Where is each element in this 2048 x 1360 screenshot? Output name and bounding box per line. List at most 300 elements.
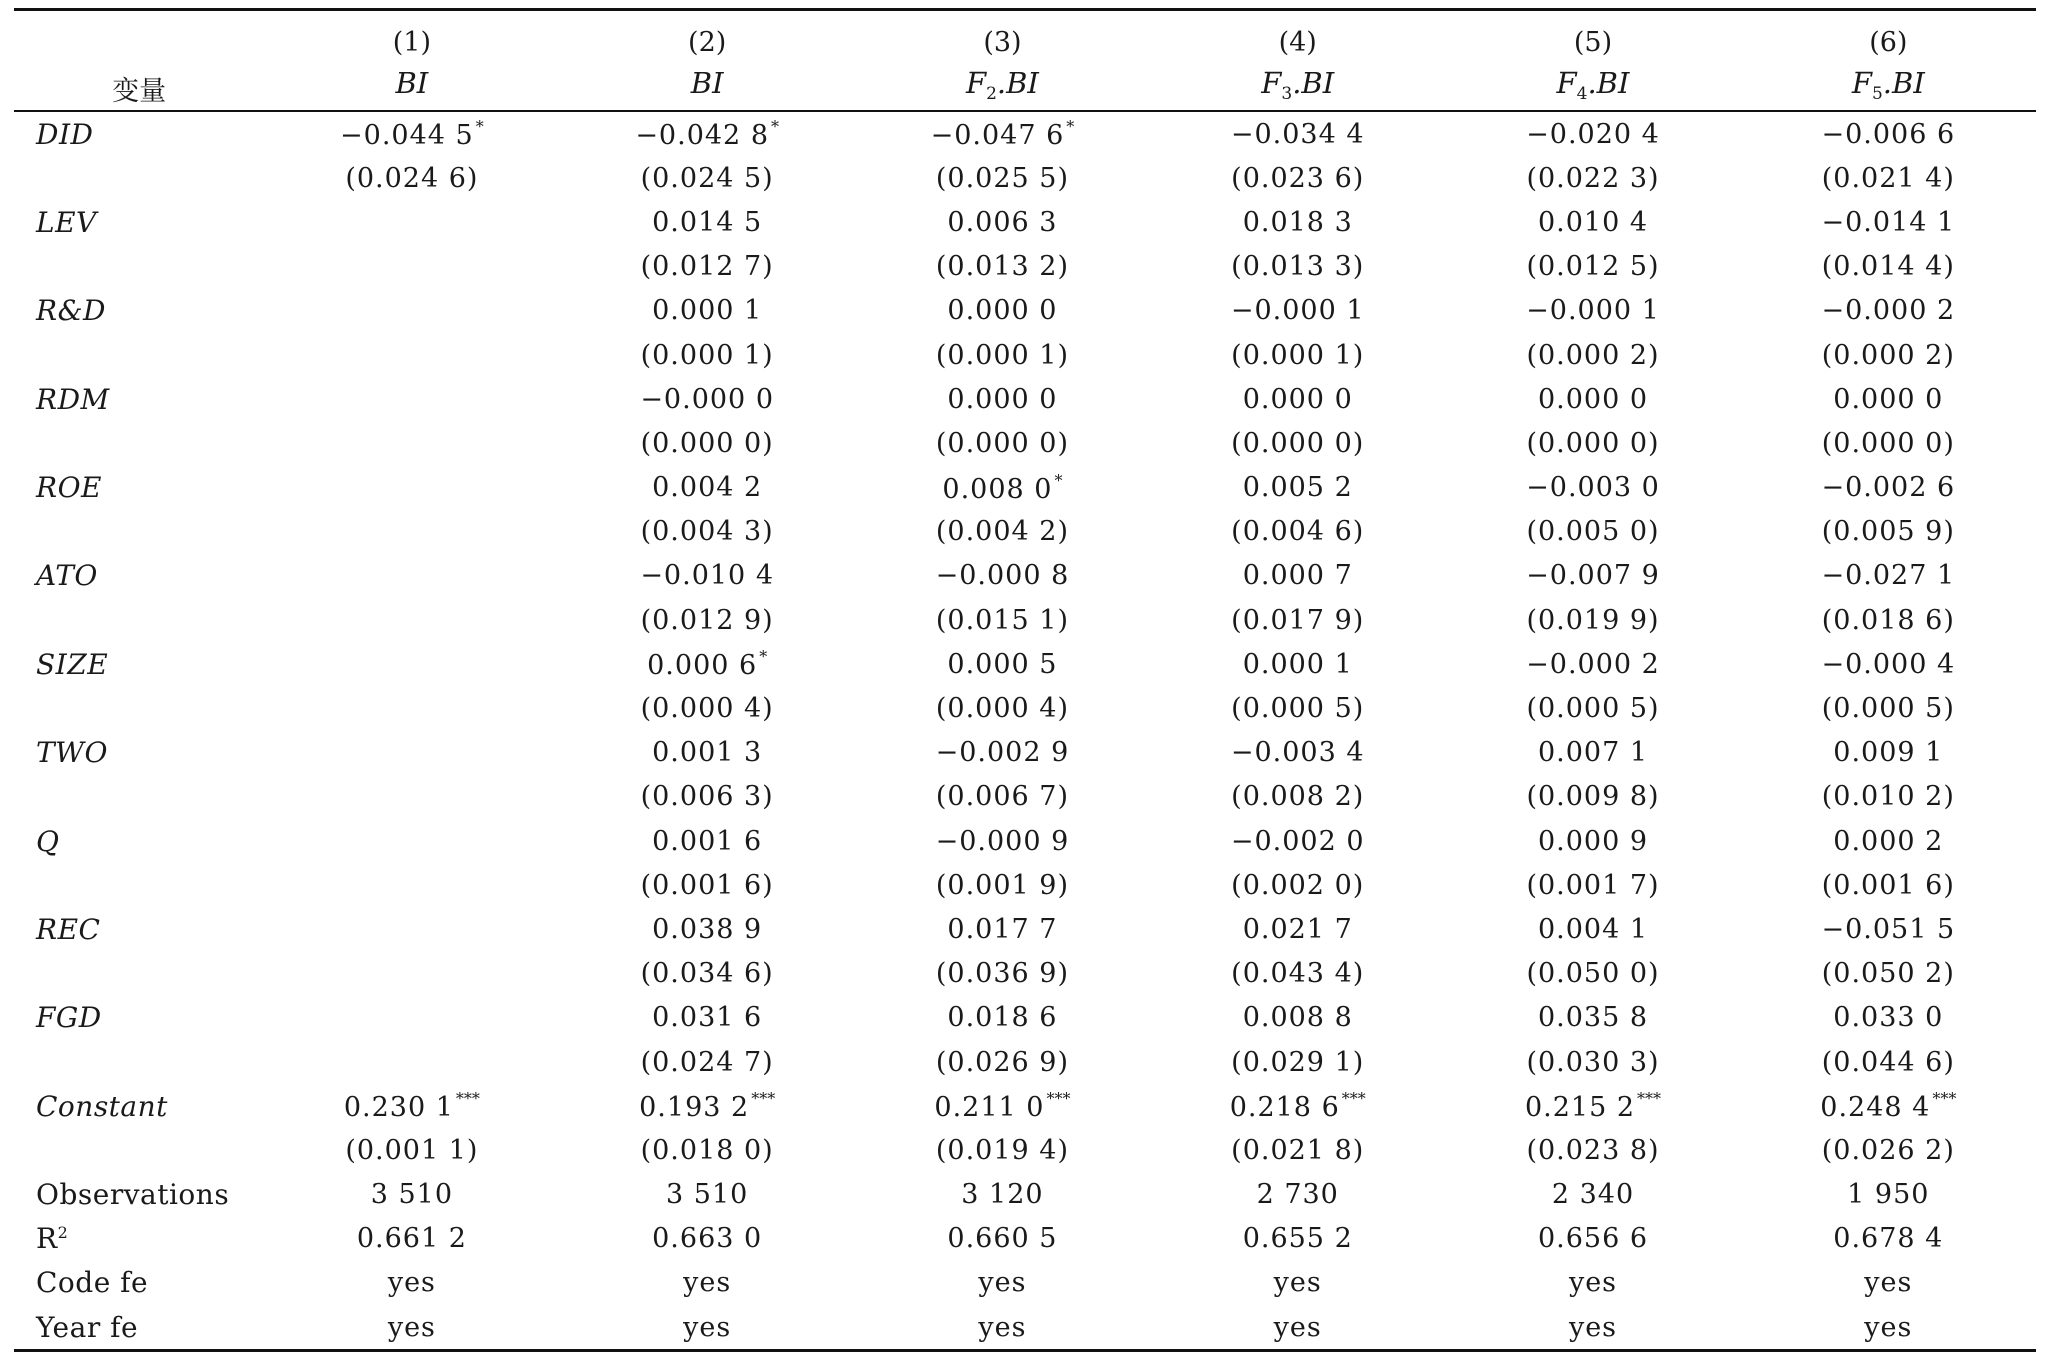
cell-value: 0.018 3	[1242, 206, 1353, 238]
row-label-text: R&D	[36, 294, 106, 328]
table-row	[14, 200, 2036, 244]
table-cell	[1741, 466, 2036, 510]
significance-stars: *	[1066, 117, 1075, 137]
table-cell	[560, 907, 855, 951]
row-label	[14, 863, 264, 907]
table-row	[14, 996, 2036, 1040]
table-cell	[855, 731, 1150, 775]
table-cell	[560, 996, 855, 1040]
row-label-text: Observations	[36, 1178, 230, 1212]
table-cell	[1445, 554, 1740, 598]
cell-value: −0.027 1	[1821, 560, 1956, 592]
row-label-text: REC	[36, 912, 101, 946]
table-row	[14, 1040, 2036, 1084]
cell-value: (0.000 1)	[935, 339, 1069, 371]
significance-stars: *	[1054, 470, 1063, 490]
cell-value: (0.050 2)	[1821, 958, 1955, 990]
table-cell	[560, 466, 855, 510]
table-cell	[1445, 1217, 1740, 1261]
table-cell	[855, 996, 1150, 1040]
table-cell	[855, 819, 1150, 863]
cell-value: (0.000 5)	[1526, 693, 1660, 725]
table-cell	[855, 642, 1150, 686]
cell-value: 0.000 9	[1537, 825, 1649, 857]
dep-prefix: F	[1851, 66, 1872, 100]
cell-value: (0.036 9)	[935, 958, 1069, 990]
table-cell	[855, 1173, 1150, 1217]
table-cell	[264, 907, 559, 951]
cell-value: yes	[978, 1311, 1027, 1343]
table-cell	[560, 598, 855, 642]
table-cell	[264, 952, 559, 996]
table-cell	[1445, 996, 1740, 1040]
table-cell	[855, 510, 1150, 554]
table-row	[14, 554, 2036, 598]
table-cell	[264, 863, 559, 907]
table-cell	[560, 819, 855, 863]
cell-value: (0.012 5)	[1526, 251, 1660, 283]
cell-value: (0.013 3)	[1231, 251, 1365, 283]
cell-value: (0.001 1)	[345, 1134, 479, 1166]
row-label	[14, 907, 264, 951]
table-cell	[264, 642, 559, 686]
cell-value: 0.000 2	[1833, 825, 1944, 857]
cell-value: −0.003 4	[1230, 737, 1365, 769]
cell-value: 0.004 1	[1537, 913, 1649, 945]
column-number: (1)	[264, 10, 559, 61]
cell-value: 0.021 7	[1242, 913, 1353, 945]
row-label-text: DID	[36, 117, 94, 151]
cell-value: 0.008 8	[1242, 1002, 1353, 1034]
table-cell	[264, 156, 559, 200]
cell-value: −0.051 5	[1821, 913, 1956, 945]
table-cell	[855, 1305, 1150, 1351]
dep-prefix: F	[1556, 66, 1577, 100]
row-label	[14, 598, 264, 642]
table-cell	[1445, 952, 1740, 996]
table-cell	[1445, 731, 1740, 775]
cell-value: −0.002 9	[935, 737, 1070, 769]
cell-value: (0.015 1)	[935, 604, 1069, 636]
dep-name: .BI	[1882, 66, 1925, 100]
cell-value: 0.005 2	[1242, 472, 1353, 504]
cell-value: (0.004 6)	[1231, 516, 1365, 548]
table-cell	[1150, 421, 1445, 465]
cell-value: 0.663 0	[652, 1223, 763, 1255]
table-row	[14, 510, 2036, 554]
row-label	[14, 996, 264, 1040]
table-cell	[855, 333, 1150, 377]
cell-value: (0.000 0)	[1526, 427, 1660, 459]
table-cell	[264, 686, 559, 730]
row-label-text: SIZE	[36, 647, 109, 681]
table-cell	[855, 289, 1150, 333]
regression-table-container	[14, 8, 2036, 1352]
column-number: (5)	[1445, 10, 1740, 61]
significance-stars: *	[475, 117, 484, 137]
table-cell	[1445, 1261, 1740, 1305]
table-cell	[560, 111, 855, 156]
cell-value: (0.034 6)	[640, 958, 774, 990]
table-cell	[264, 1084, 559, 1128]
cell-value: (0.000 1)	[640, 339, 774, 371]
row-label	[14, 466, 264, 510]
table-cell	[1445, 686, 1740, 730]
table-cell	[1150, 1173, 1445, 1217]
cell-value: (0.000 0)	[1231, 427, 1365, 459]
table-cell	[1445, 333, 1740, 377]
cell-value: (0.000 1)	[1231, 339, 1365, 371]
table-cell	[560, 1305, 855, 1351]
table-cell	[1445, 111, 1740, 156]
table-cell	[560, 952, 855, 996]
cell-value: 3 510	[370, 1179, 454, 1211]
column-number: (2)	[560, 10, 855, 61]
table-row	[14, 156, 2036, 200]
table-cell	[855, 554, 1150, 598]
cell-value: (0.005 9)	[1821, 516, 1955, 548]
cell-value: 0.656 6	[1537, 1223, 1649, 1255]
cell-value: (0.024 5)	[640, 162, 774, 194]
cell-value: (0.006 3)	[640, 781, 774, 813]
table-cell	[855, 421, 1150, 465]
cell-value: −0.000 9	[935, 825, 1070, 857]
cell-value: −0.000 0	[640, 383, 774, 415]
table-cell	[1741, 333, 2036, 377]
cell-value: −0.034 4	[1230, 118, 1365, 150]
row-label-text: Code fe	[36, 1266, 149, 1300]
row-label	[14, 200, 264, 244]
table-cell	[560, 1261, 855, 1305]
cell-value: (0.018 6)	[1821, 604, 1955, 636]
table-cell	[1741, 1261, 2036, 1305]
row-label-text: Constant	[36, 1089, 168, 1123]
table-cell	[560, 686, 855, 730]
table-row	[14, 863, 2036, 907]
cell-value: yes	[978, 1267, 1027, 1299]
table-cell	[855, 1217, 1150, 1261]
cell-value: −0.000 8	[935, 560, 1070, 592]
cell-value: −0.002 0	[1230, 825, 1365, 857]
cell-value: (0.026 2)	[1821, 1134, 1955, 1166]
table-cell	[1741, 554, 2036, 598]
table-cell	[1741, 510, 2036, 554]
row-label-text: TWO	[36, 736, 108, 770]
cell-value: 0.033 0	[1833, 1002, 1944, 1034]
row-label-text: LEV	[36, 205, 97, 239]
row-label-text: FGD	[36, 1001, 102, 1035]
cell-value: (0.000 2)	[1526, 339, 1660, 371]
cell-value: 0.010 4	[1537, 206, 1649, 238]
row-label	[14, 333, 264, 377]
table-cell	[1150, 819, 1445, 863]
row-label	[14, 156, 264, 200]
cell-value: (0.021 4)	[1821, 162, 1955, 194]
table-cell	[1150, 510, 1445, 554]
cell-value: −0.000 2	[1821, 295, 1956, 327]
table-cell	[1741, 1217, 2036, 1261]
dependent-variable-header	[264, 60, 559, 111]
table-cell	[1445, 1128, 1740, 1172]
cell-value: (0.023 8)	[1526, 1134, 1660, 1166]
table-header	[14, 10, 2036, 112]
table-cell	[1150, 111, 1445, 156]
cell-value: −0.000 4	[1821, 648, 1956, 680]
header-row-dependent-variables	[14, 60, 2036, 111]
cell-value: (0.000 0)	[640, 427, 774, 459]
row-label	[14, 1261, 264, 1305]
table-cell	[855, 686, 1150, 730]
column-number: (6)	[1741, 10, 2036, 61]
table-cell	[855, 1040, 1150, 1084]
cell-value: 0.008 0	[942, 473, 1053, 505]
row-label	[14, 554, 264, 598]
cell-value: (0.044 6)	[1821, 1046, 1955, 1078]
cell-value: yes	[387, 1311, 436, 1343]
cell-value: −0.042 8	[635, 120, 769, 152]
cell-value: 0.031 6	[652, 1002, 763, 1034]
table-cell	[855, 377, 1150, 421]
table-cell	[1445, 907, 1740, 951]
table-cell	[855, 907, 1150, 951]
cell-value: yes	[1568, 1267, 1618, 1299]
table-cell	[264, 421, 559, 465]
row-label	[14, 1173, 264, 1217]
cell-value: (0.001 6)	[640, 869, 774, 901]
cell-value: (0.000 4)	[640, 693, 774, 725]
table-cell	[264, 1040, 559, 1084]
dep-name: .BI	[996, 66, 1039, 100]
table-row	[14, 1305, 2036, 1351]
cell-value: 0.000 1	[652, 295, 763, 327]
dep-name: BI	[395, 66, 429, 100]
cell-value: 0.661 2	[356, 1223, 467, 1255]
table-cell	[1445, 642, 1740, 686]
table-cell	[1150, 1128, 1445, 1172]
table-cell	[1741, 156, 2036, 200]
table-cell	[1445, 510, 1740, 554]
table-cell	[264, 1261, 559, 1305]
table-cell	[560, 377, 855, 421]
row-label-text: ROE	[36, 471, 102, 505]
cell-value: 3 120	[961, 1179, 1044, 1211]
table-cell	[1445, 819, 1740, 863]
cell-value: yes	[387, 1267, 436, 1299]
table-row	[14, 598, 2036, 642]
cell-value: (0.012 9)	[640, 604, 774, 636]
table-cell	[1445, 1084, 1740, 1128]
variable-header: 变量	[14, 10, 264, 112]
table-cell	[1741, 863, 2036, 907]
table-cell	[560, 245, 855, 289]
row-label	[14, 1305, 264, 1351]
table-cell	[855, 111, 1150, 156]
cell-value: (0.024 6)	[345, 162, 479, 194]
cell-value: −0.006 6	[1821, 118, 1956, 150]
dependent-variable-header	[855, 60, 1150, 111]
cell-value: (0.021 8)	[1231, 1134, 1365, 1166]
cell-value: (0.004 2)	[935, 516, 1069, 548]
cell-value: 0.004 2	[652, 472, 763, 504]
cell-value: (0.022 3)	[1526, 162, 1660, 194]
table-cell	[1150, 156, 1445, 200]
table-row	[14, 1217, 2036, 1261]
cell-value: yes	[1273, 1311, 1322, 1343]
table-cell	[1445, 245, 1740, 289]
dep-subscript: 4	[1576, 84, 1588, 104]
cell-value: −0.002 6	[1821, 472, 1956, 504]
table-cell	[1150, 200, 1445, 244]
table-cell	[560, 863, 855, 907]
cell-value: (0.000 4)	[935, 693, 1069, 725]
cell-value: 0.211 0	[934, 1092, 1045, 1124]
significance-stars: *	[759, 647, 768, 667]
row-label-text: Q	[36, 824, 60, 858]
row-label	[14, 952, 264, 996]
table-cell	[1741, 598, 2036, 642]
cell-value: (0.019 9)	[1526, 604, 1660, 636]
cell-value: (0.001 7)	[1526, 869, 1660, 901]
table-cell	[264, 510, 559, 554]
table-cell	[264, 245, 559, 289]
dep-subscript: 3	[1281, 84, 1293, 104]
table-cell	[1150, 466, 1445, 510]
table-cell	[1445, 377, 1740, 421]
dependent-variable-header	[1741, 60, 2036, 111]
table-cell	[264, 1217, 559, 1261]
significance-stars: *	[771, 117, 779, 137]
cell-value: −0.020 4	[1526, 118, 1660, 150]
cell-value: (0.024 7)	[640, 1046, 774, 1078]
table-row	[14, 731, 2036, 775]
cell-value: (0.008 2)	[1231, 781, 1365, 813]
table-cell	[1445, 775, 1740, 819]
row-label-superscript: 2	[57, 1223, 69, 1243]
cell-value: 0.014 5	[652, 206, 763, 238]
cell-value: (0.013 2)	[935, 251, 1069, 283]
cell-value: 2 340	[1551, 1179, 1635, 1211]
table-cell	[264, 996, 559, 1040]
row-label	[14, 1217, 264, 1261]
table-row	[14, 775, 2036, 819]
table-cell	[1150, 1084, 1445, 1128]
table-cell	[560, 1173, 855, 1217]
cell-value: (0.006 7)	[935, 781, 1069, 813]
cell-value: 0.218 6	[1229, 1092, 1340, 1124]
cell-value: (0.029 1)	[1231, 1046, 1365, 1078]
table-cell	[560, 642, 855, 686]
table-cell	[1741, 377, 2036, 421]
cell-value: −0.000 2	[1526, 648, 1660, 680]
cell-value: (0.000 0)	[935, 427, 1069, 459]
cell-value: 0.000 7	[1242, 560, 1353, 592]
dep-name: BI	[690, 66, 724, 100]
table-cell	[1741, 245, 2036, 289]
cell-value: 0.000 1	[1242, 648, 1353, 680]
table-cell	[1741, 819, 2036, 863]
table-cell	[1741, 1128, 2036, 1172]
table-cell	[1150, 686, 1445, 730]
table-cell	[1741, 111, 2036, 156]
row-label	[14, 1084, 264, 1128]
table-cell	[560, 1084, 855, 1128]
cell-value: 0.035 8	[1537, 1002, 1649, 1034]
cell-value: 0.000 0	[1537, 383, 1649, 415]
row-label	[14, 111, 264, 156]
cell-value: 0.000 5	[947, 648, 1058, 680]
table-cell	[560, 554, 855, 598]
cell-value: 0.230 1	[343, 1092, 454, 1124]
table-cell	[1150, 289, 1445, 333]
table-cell	[1150, 377, 1445, 421]
cell-value: −0.047 6	[930, 120, 1065, 152]
table-cell	[1741, 1173, 2036, 1217]
table-cell	[560, 200, 855, 244]
cell-value: 1 950	[1847, 1179, 1930, 1211]
table-cell	[560, 1040, 855, 1084]
table-cell	[1741, 642, 2036, 686]
cell-value: −0.044 5	[340, 120, 474, 152]
table-cell	[1741, 1305, 2036, 1351]
table-cell	[264, 466, 559, 510]
table-cell	[855, 598, 1150, 642]
table-cell	[264, 1173, 559, 1217]
table-row	[14, 952, 2036, 996]
table-cell	[1741, 289, 2036, 333]
cell-value: (0.030 3)	[1526, 1046, 1660, 1078]
cell-value: (0.023 6)	[1231, 162, 1365, 194]
table-cell	[1445, 1173, 1740, 1217]
table-cell	[1445, 421, 1740, 465]
significance-stars: ***	[1637, 1089, 1662, 1109]
cell-value: (0.043 4)	[1231, 958, 1365, 990]
table-cell	[560, 775, 855, 819]
table-cell	[1741, 686, 2036, 730]
table-cell	[1445, 863, 1740, 907]
table-cell	[1445, 1040, 1740, 1084]
row-label	[14, 510, 264, 554]
row-label	[14, 731, 264, 775]
table-cell	[855, 245, 1150, 289]
cell-value: −0.003 0	[1526, 472, 1660, 504]
cell-value: (0.004 3)	[640, 516, 774, 548]
cell-value: −0.014 1	[1821, 206, 1956, 238]
cell-value: 0.000 0	[1242, 383, 1353, 415]
cell-value: 2 730	[1256, 1179, 1339, 1211]
cell-value: yes	[1864, 1267, 1913, 1299]
table-cell	[560, 333, 855, 377]
table-cell	[264, 731, 559, 775]
table-cell	[1445, 1305, 1740, 1351]
table-cell	[1445, 598, 1740, 642]
cell-value: (0.050 0)	[1526, 958, 1660, 990]
table-cell	[855, 1261, 1150, 1305]
cell-value: 0.678 4	[1833, 1223, 1944, 1255]
table-row	[14, 1128, 2036, 1172]
row-label	[14, 289, 264, 333]
significance-stars: ***	[1932, 1089, 1957, 1109]
table-cell	[264, 333, 559, 377]
table-cell	[1150, 1261, 1445, 1305]
table-cell	[1150, 245, 1445, 289]
column-number: (4)	[1150, 10, 1445, 61]
table-cell	[1150, 1040, 1445, 1084]
row-label	[14, 421, 264, 465]
cell-value: yes	[1273, 1267, 1322, 1299]
cell-value: 0.655 2	[1242, 1223, 1353, 1255]
cell-value: (0.000 5)	[1231, 693, 1365, 725]
table-cell	[1445, 156, 1740, 200]
